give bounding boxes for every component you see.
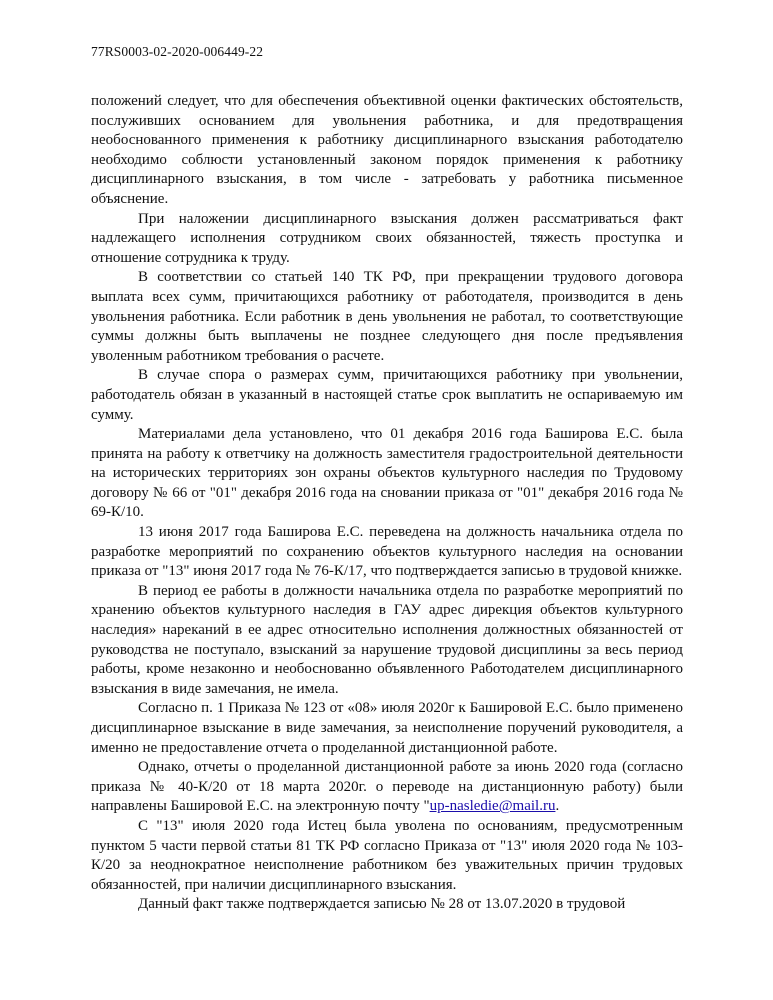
paragraph-hiring: Материалами дела установлено, что 01 декабря 2016 года Баширова Е.С. была принята на работу к ответчику на должность заместителя градостроительной деятельности на исторических территориях зон охраны объектов культурного наследия по Трудовому договору № 66 от "01" декабря 2016 года на сновании приказа от "01" декабря 2016 года № 69-К/10.	[91, 426, 683, 521]
paragraph-reports	[91, 758, 683, 817]
paragraph-continuation: положений следует, что для обеспечения объективной оценки фактических обстоятельств, послуживших основанием для увольнения работника, и для предотвращения необоснованного применения к работнику дисциплинарного взыскания работодателю необходимо соблюсти установленный законом порядок применения к работнику дисциплинарного взыскания, в том числе - затребовать у работника письменное объяснение.	[91, 93, 683, 207]
reports-end: .	[555, 798, 560, 815]
document-body	[91, 92, 683, 915]
paragraph-order-123: Согласно п. 1 Приказа № 123 от «08» июля 2020г к Башировой Е.С. было применено дисциплинарное взыскание в виде замечания, за неисполнение поручений руководителя, а именно не предоставление отчета о проделанной дистанционной работе.	[91, 700, 683, 756]
paragraph-dismissal: С "13" июля 2020 года Истец была уволена по основаниям, предусмотренным пунктом 5 части первой статьи 81 ТК РФ согласно Приказа от "13" июля 2020 года № 103-К/20 за неоднократное неисполнение работником без уважительных причин трудовых обязанностей, при наличии дисциплинарного взыскания.	[91, 817, 683, 893]
paragraph-disciplinary-factors: При наложении дисциплинарного взыскания должен рассматриваться факт надлежащего исполнения сотрудником своих обязанностей, тяжесть проступка и отношение сотрудника к труду.	[91, 210, 683, 266]
paragraph-transfer: 13 июня 2017 года Баширова Е.С. переведена на должность начальника отдела по разработке мероприятий по сохранению объектов культурного наследия на основании приказа от "13" июня 2017 года № 76-К/17, что подтверждается записью в трудовой книжке.	[91, 524, 683, 580]
paragraph-work-period: В период ее работы в должности начальника отдела по разработке мероприятий по хранению объектов культурного наследия в ГАУ адрес дирекция объектов культурного наследия» нареканий в ее адрес относительно исполнения должностных обязанностей от руководства не поступало, взысканий за нарушение трудовой дисциплины за весь период работы, кроме незаконно и необоснованно объявленного Работодателем дисциплинарного взыскания в виде замечания, не имела.	[91, 582, 683, 697]
email-link[interactable]: up-nasledie@mail.ru	[429, 798, 556, 815]
reports-text: Однако, отчеты о проделанной дистанционной работе за июнь 2020 года (согласно приказа № 40-К/20 от 18 марта 2020г. о переводе на дистанционную работу) были направлены Башировой Е.С. на электронную почту "	[91, 759, 683, 815]
document-id: 77RS0003-02-2020-006449-22	[91, 44, 264, 59]
paragraph-dispute-sums: В случае спора о размерах сумм, причитающихся работнику при увольнении, работодатель обязан в указанный в настоящей статье срок выплатить не оспариваемую им сумму.	[91, 367, 683, 423]
paragraph-article-140: В соответствии со статьей 140 ТК РФ, при прекращении трудового договора выплата всех сумм, причитающихся работнику от работодателя, производится в день увольнения работника. Если работник в день увольнения не работал, то соответствующие суммы должны быть выплачены не позднее следующего дня после предъявления уволенным работником требования о расчете.	[91, 269, 683, 364]
paragraph-record: Данный факт также подтверждается записью № 28 от 13.07.2020 в трудовой	[138, 896, 626, 913]
